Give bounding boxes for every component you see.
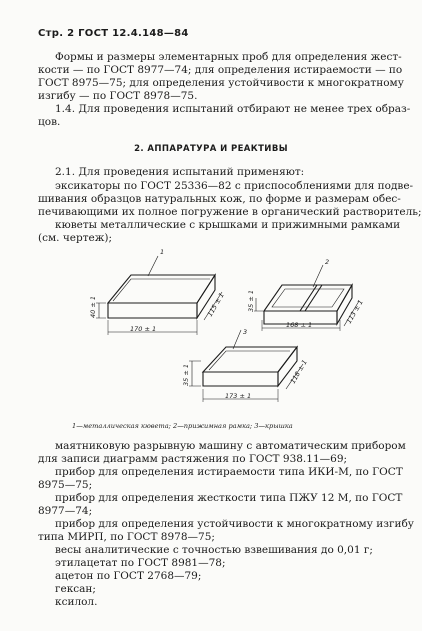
frame-box [264, 285, 352, 324]
para3-line-6: (см. чертеж); [38, 232, 113, 244]
para1-line-3: ГОСТ 8975—75; для определения устойчивости к многократному [38, 77, 404, 89]
page-header: Стр. 2 ГОСТ 12.4.148—84 [38, 28, 189, 39]
dim-2-height: 35 ± 1 [247, 290, 255, 312]
dim-1-width: 115 ± 1 [205, 291, 226, 318]
para1-line-1: Формы и размеры элементарных проб для определения жест- [55, 51, 402, 63]
para4-line-12: гексан; [55, 583, 96, 595]
dim-1-height: 40 ± 1 [89, 296, 97, 318]
para4-line-13: ксилол. [55, 596, 98, 608]
para3-line-4: печивающими их полное погружение в органический растворитель; [38, 206, 422, 218]
dim-2-width: 113 ± 1 [344, 298, 365, 325]
label-3: 3 [243, 328, 248, 336]
para2-line-1: 1.4. Для проведения испытаний отбирают не менее трех образ- [55, 103, 411, 115]
para4-line-10: этилацетат по ГОСТ 8981—78; [55, 557, 226, 569]
para3-line-3: шивания образцов натуральных кож, по форме и размерам обес- [38, 193, 401, 205]
figure-caption: 1—металлическая кювета; 2—прижимная рамка; 3—крышка [72, 422, 293, 430]
para4-line-2: для записи диаграмм растяжения по ГОСТ 938.11—69; [38, 453, 348, 465]
cuvette-box [108, 275, 215, 318]
label-2: 2 [325, 258, 330, 266]
para3-line-1: 2.1. Для проведения испытаний применяют: [55, 166, 305, 178]
dim-3-width: 118 ± 1 [288, 358, 309, 385]
para4-line-5: прибор для определения жесткости типа ПЖУ 12 М, по ГОСТ [55, 492, 403, 504]
para3-line-2: эксикаторы по ГОСТ 25336—82 с приспособлениями для подве- [55, 180, 414, 192]
para1-line-4: изгибу — по ГОСТ 8978—75. [38, 90, 198, 102]
dim-3-height: 35 ± 1 [182, 364, 190, 386]
dim-3-length: 173 ± 1 [225, 392, 252, 400]
para4-line-7: прибор для определения устойчивости к многократному изгибу [55, 518, 414, 530]
para4-line-8: типа МИРП, по ГОСТ 8978—75; [38, 531, 215, 543]
para4-line-3: прибор для определения истираемости типа ИКИ-М, по ГОСТ [55, 466, 403, 478]
para4-line-1: маятниковую разрывную машину с автоматическим прибором [55, 440, 406, 452]
dim-2-length: 168 ± 1 [286, 321, 313, 329]
para2-line-2: цов. [38, 116, 61, 128]
para4-line-9: весы аналитические с точностью взвешивания до 0,01 г; [55, 544, 373, 556]
para3-line-5: кюветы металлические с крышками и прижимными рамками [55, 219, 401, 231]
lid-box [203, 347, 297, 386]
para1-line-2: кости — по ГОСТ 8977—74; для определения истираемости — по [38, 64, 403, 76]
section-title: 2. АППАРАТУРА И РЕАКТИВЫ [134, 144, 288, 154]
para4-line-4: 8975—75; [38, 479, 93, 491]
label-1: 1 [160, 248, 165, 256]
para4-line-6: 8977—74; [38, 505, 93, 517]
dim-1-length: 170 ± 1 [130, 325, 157, 333]
para4-line-11: ацетон по ГОСТ 2768—79; [55, 570, 202, 582]
